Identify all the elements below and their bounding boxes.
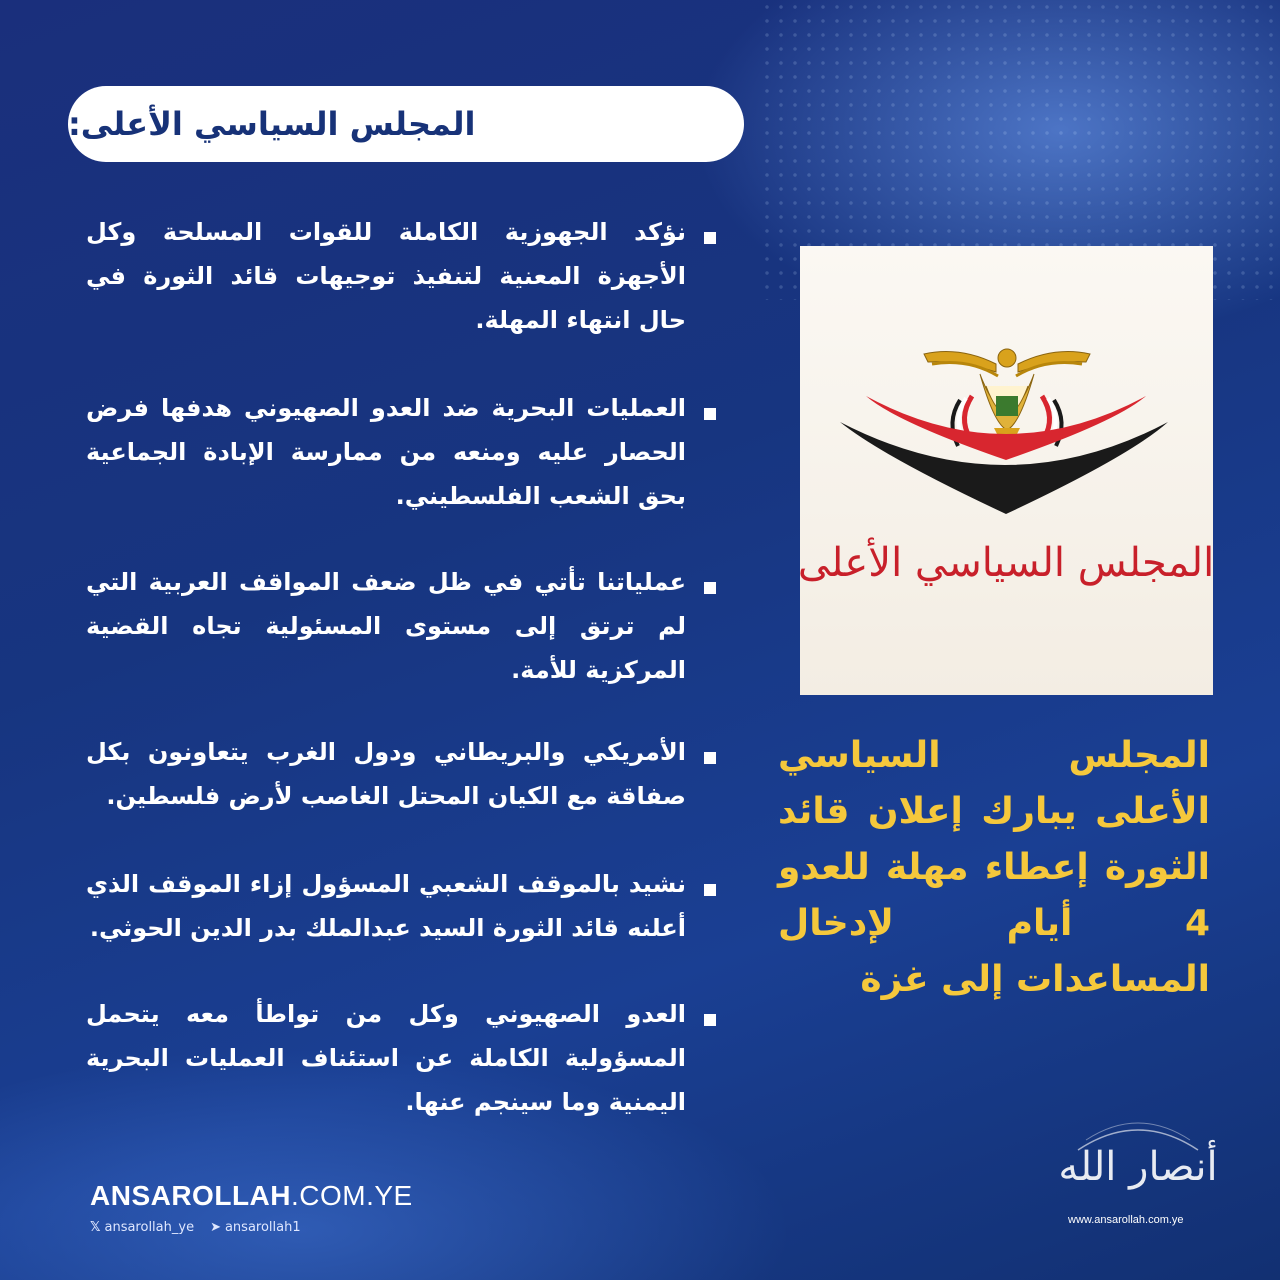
site-url[interactable] [90, 1180, 413, 1212]
ansarollah-logo-icon [1058, 1110, 1218, 1230]
telegram-icon: ➤ [210, 1220, 221, 1235]
list-item-text: العمليات البحرية ضد العدو الصهيوني هدفها فرض الحصار عليه ومنعه من ممارسة الإبادة الجماعية بحق الشعب الفلسطيني. [86, 394, 686, 510]
social-links [90, 1220, 301, 1235]
x-link[interactable] [90, 1220, 194, 1235]
list-item [86, 992, 716, 1124]
list-item [86, 862, 716, 950]
bullet-square-icon [704, 752, 716, 764]
x-handle: ansarollah_ye [104, 1220, 195, 1235]
telegram-link[interactable] [210, 1220, 301, 1235]
headline: المجلس السياسي الأعلى يبارك إعلان قائد الثورة إعطاء مهلة للعدو 4 أيام لإدخال المساعدات إلى غزة [778, 735, 1210, 1000]
bullet-square-icon [704, 408, 716, 420]
list-item [86, 386, 716, 518]
logo-caption: المجلس السياسي الأعلى [800, 540, 1213, 586]
list-item-text: نشيد بالموقف الشعبي المسؤول إزاء الموقف الذي أعلنه قائد الثورة السيد عبدالملك بدر الدين الحوثي. [86, 870, 686, 942]
list-item [86, 210, 716, 342]
site-url-bold: ANSAROLLAH [90, 1180, 291, 1211]
bullet-square-icon [704, 1014, 716, 1026]
title-banner [68, 86, 744, 162]
bullet-square-icon [704, 884, 716, 896]
brand-script: أنصار الله [1058, 1144, 1218, 1190]
telegram-handle: ansarollah1 [224, 1220, 301, 1235]
list-item [86, 730, 716, 818]
bullet-square-icon [704, 582, 716, 594]
site-url-rest: .COM.YE [291, 1180, 413, 1211]
bullet-square-icon [704, 232, 716, 244]
list-item-text: نؤكد الجهوزية الكاملة للقوات المسلحة وكل الأجهزة المعنية لتنفيذ توجيهات قائد الثورة في حال انتهاء المهلة. [86, 218, 686, 334]
brand-url: www.ansarollah.com.ye [1068, 1214, 1184, 1226]
list-item-text: عملياتنا تأتي في ظل ضعف المواقف العربية التي لم ترتق إلى مستوى المسئولية تجاه القضية المركزية للأمة. [86, 568, 686, 684]
page-title: المجلس السياسي الأعلى: [68, 105, 476, 143]
list-item-text: العدو الصهيوني وكل من تواطأ معه يتحمل المسؤولية الكاملة عن استئناف العمليات البحرية اليمنية وما سينجم عنها. [86, 1000, 686, 1116]
list-item [86, 560, 716, 692]
x-icon: 𝕏 [90, 1220, 101, 1235]
list-item-text: الأمريكي والبريطاني ودول الغرب يتعاونون بكل صفاقة مع الكيان المحتل الغاصب لأرض فلسطين. [86, 738, 686, 810]
council-logo-card [800, 246, 1213, 695]
council-emblem-icon [800, 246, 1213, 695]
